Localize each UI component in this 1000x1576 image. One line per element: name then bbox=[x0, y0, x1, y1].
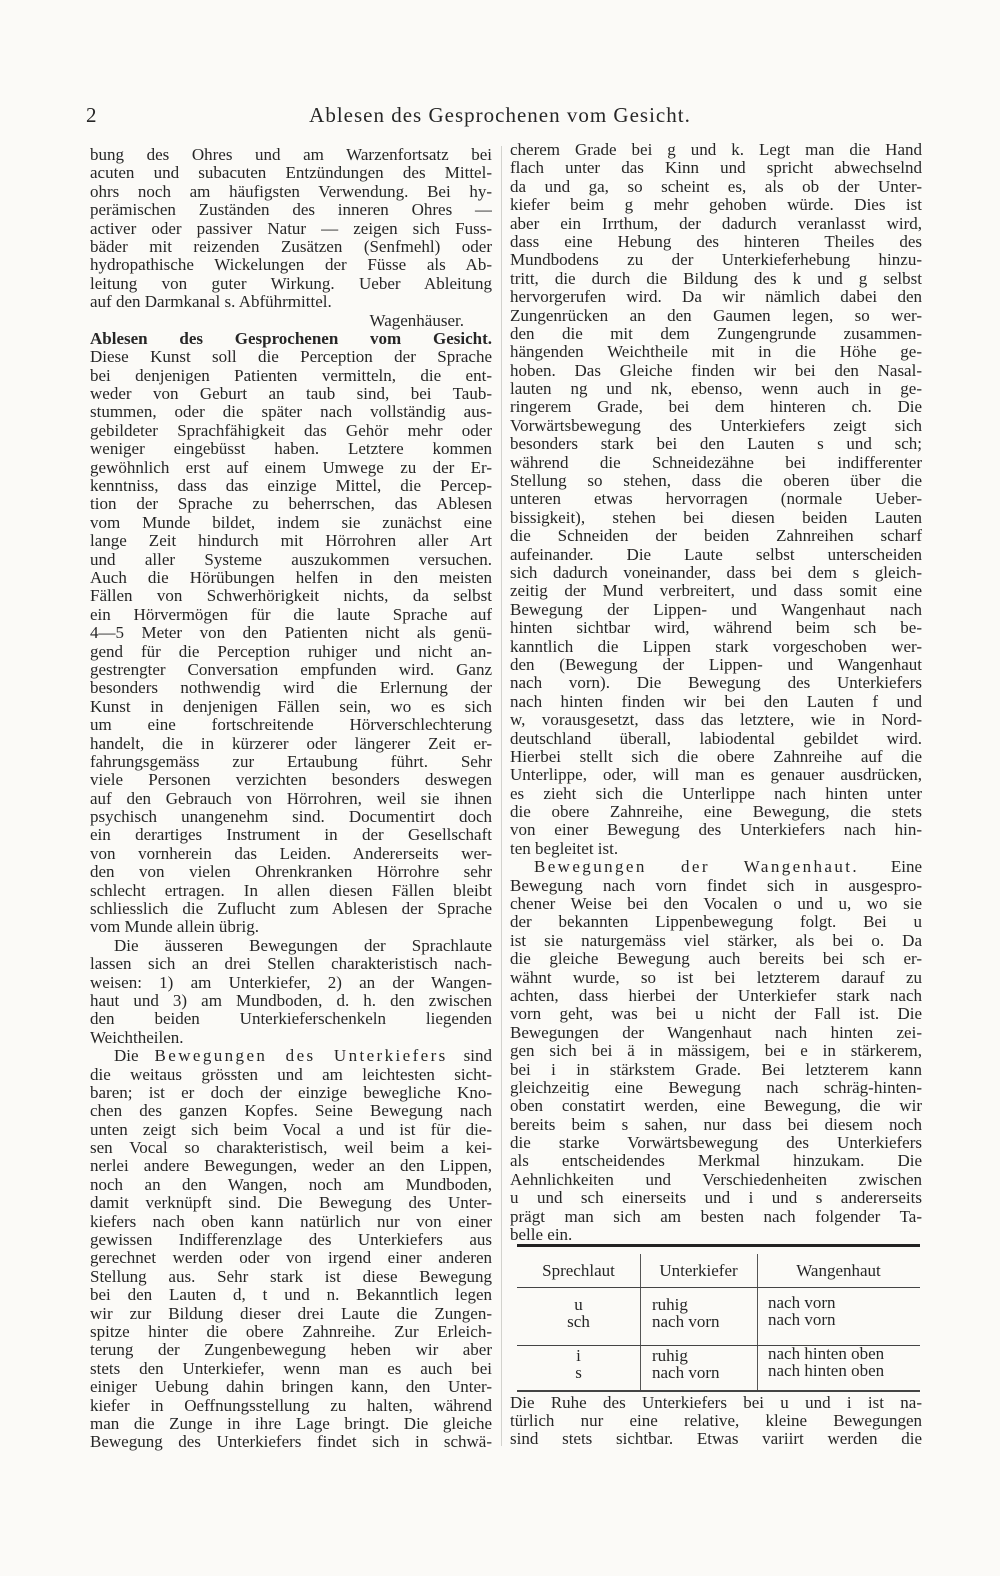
table-top-rule bbox=[517, 1244, 920, 1247]
text-line: Weichtheilen. bbox=[90, 1028, 184, 1047]
text-line: bei den Lauten d, t und n. Bekanntlich legen bbox=[90, 1286, 492, 1305]
page-number: 2 bbox=[86, 103, 97, 127]
text-line: ist sie naturgemäss viel stärker, als bei o. Da bbox=[510, 931, 922, 950]
text-line: ten begleitet ist. bbox=[510, 839, 619, 858]
text-line: dass eine Hebung des hinteren Theiles des bbox=[510, 232, 922, 251]
text-line: hinten sichtbar wird, während beim sch be- bbox=[510, 619, 922, 638]
text-line: einiger Uebung dahin bringen kann, den Unter- bbox=[90, 1378, 492, 1397]
text-line: türlich nur eine relative, kleine Bewegungen bbox=[510, 1412, 922, 1430]
text-line: Aehnlichkeiten und Verschiedenheiten zwischen bbox=[510, 1170, 922, 1189]
text-line: activer oder passiver Natur — zeigen sich Fuss- bbox=[90, 219, 492, 238]
text-line: bäder mit reizenden Zusätzen (Senfmehl) oder bbox=[90, 237, 492, 256]
text-line: die starke Vorwärtsbewegung des Unterkiefers bbox=[510, 1134, 922, 1153]
text-line: hervorgerufen wird. Da wir nämlich dabei den bbox=[510, 288, 922, 307]
text-line: kenntniss, dass das einzige Mittel, die Percep- bbox=[90, 477, 492, 496]
text-run: Eine bbox=[859, 858, 922, 877]
text-line: schlecht ertragen. In allen diesen Fällen bleibt bbox=[90, 881, 492, 900]
table-cell: nach vorn bbox=[652, 1312, 720, 1331]
text-line: nach vorn). Die Bewegung des Unterkiefers bbox=[510, 674, 922, 693]
text-line: bissigkeit), stehen bei diesen beiden Lauten bbox=[510, 508, 922, 527]
text-line: ringerem Grade, bei dem hinteren ch. Die bbox=[510, 398, 922, 417]
text-line: Die Ruhe des Unterkiefers bei u und i ist na- bbox=[510, 1394, 922, 1412]
text-line: kanntlich die Lippen stark vorgeschoben wer- bbox=[510, 637, 922, 656]
text-line: und aller Systeme auszukommen versuchen. bbox=[90, 550, 492, 569]
text-line: man die Zunge in ihre Lage bringt. Die gleiche bbox=[90, 1414, 492, 1433]
text-line: sen Vocal so charakteristisch, weil beim a kei- bbox=[90, 1139, 492, 1158]
text-line: zeitig der Mund verbreitert, und dass somit eine bbox=[510, 582, 922, 601]
text-line: Zungenrücken an den Gaumen legen, so wer- bbox=[510, 306, 922, 325]
text-line: kiefers nach oben kann natürlich nur von einer bbox=[90, 1212, 492, 1231]
table-cell: s bbox=[575, 1363, 582, 1382]
table-cell: sch bbox=[567, 1312, 590, 1331]
sound-movement-table bbox=[517, 1244, 920, 1392]
text-line: 4—5 Meter von den Patienten nicht als genü- bbox=[90, 624, 492, 643]
right-column bbox=[510, 141, 922, 1244]
text-line: besonders stark bei den Lauten s und sch; bbox=[510, 435, 922, 454]
text-line: viele Personen verzichten besonders deswegen bbox=[90, 771, 492, 790]
text-line: lassen sich an drei Stellen charakteristisch nach- bbox=[90, 955, 492, 974]
text-line: von einer Bewegung des Unterkiefers nach hin- bbox=[510, 821, 922, 840]
text-line: weisen: 1) am Unterkiefer, 2) an der Wangen- bbox=[90, 973, 492, 992]
text-line: cherem Grade bei g und k. Legt man die Hand bbox=[510, 141, 922, 159]
text-line: leitung von guter Wirkung. Ueber Ableitung bbox=[90, 274, 492, 293]
text-line: fahrungsgemäss zur Ertaubung führt. Sehr bbox=[90, 752, 492, 771]
text-line: aber ein Irrthum, der dadurch veranlasst wird, bbox=[510, 214, 922, 233]
text-line: unteren etwas hervorragen (normale Ueber- bbox=[510, 490, 922, 509]
text-line: während die Schneidezähne bei indifferenter bbox=[510, 453, 922, 472]
left-column bbox=[90, 146, 492, 1452]
text-line: chener Weise bei den Vocalen o und u, wo sie bbox=[510, 895, 922, 914]
text-line: Fällen von Schwerhörigkeit nichts, da selbst bbox=[90, 587, 492, 606]
text-line: weder von Geburt an taub sind, bei Taub- bbox=[90, 385, 492, 404]
text-line: den von vielen Ohrenkranken Hörrohre sehr bbox=[90, 863, 492, 882]
text-line: ein Hörvermögen für die laute Sprache auf bbox=[90, 605, 492, 624]
text-line: die Schneiden der beiden Zahnreihen scharf bbox=[510, 527, 922, 546]
table-cell: u bbox=[574, 1295, 583, 1314]
text-line: gerechnet werden oder von irgend einer anderen bbox=[90, 1249, 492, 1268]
text-line: unten zeigt sich beim Vocal a und ist für die- bbox=[90, 1120, 492, 1139]
text-line: Vorwärtsbewegung des Unterkiefers zeigt sich bbox=[510, 416, 922, 435]
table-header-cell: Unterkiefer bbox=[659, 1261, 738, 1280]
table-header-rule bbox=[517, 1287, 920, 1288]
text-line: Bewegung der Lippen- und Wangenhaut nach bbox=[510, 600, 922, 619]
text-line: w, vorausgesetzt, dass das letztere, wie in Nord- bbox=[510, 711, 922, 730]
text-line: bereits beim s sahen, nur dass bei diesem noch bbox=[510, 1115, 922, 1134]
text-line: tion der Sprache zu beherrschen, das Ablesen bbox=[90, 495, 492, 514]
text-line: vom Munde allein übrig. bbox=[90, 918, 260, 937]
text-line: gestrengter Conversation empfunden wird. Ganz bbox=[90, 660, 492, 679]
text-line: handelt, die in kürzerer oder längerer Zeit er- bbox=[90, 734, 492, 753]
text-line: lauten ng und nk, ebenso, wenn auch in ge- bbox=[510, 380, 922, 399]
text-line bbox=[510, 858, 922, 876]
table-cell: nach hinten oben bbox=[768, 1361, 885, 1380]
text-line: die obere Zahnreihe, eine Bewegung, die stets bbox=[510, 803, 922, 822]
text-line: kiefer in Oeffnungsstellung zu halten, während bbox=[90, 1396, 492, 1415]
text-run: sind bbox=[447, 1047, 492, 1066]
text-line: deutschland überall, labiodental gebildet wird. bbox=[510, 729, 922, 748]
text-line: sind stets sichtbar. Etwas variirt werden die bbox=[510, 1430, 922, 1448]
text-line: perämischen Zuständen des inneren Ohres — bbox=[90, 201, 492, 220]
text-line: wir zur Bildung dieser drei Laute die Zungen- bbox=[90, 1304, 492, 1323]
text-line: Diese Kunst soll die Perception der Sprache bbox=[90, 348, 492, 367]
text-line: Bewegungen der Wangenhaut nach hinten zei- bbox=[510, 1023, 922, 1042]
text-line: schliesslich die Zuflucht zum Ablesen der Sprache bbox=[90, 900, 492, 919]
column-rule bbox=[501, 146, 502, 1446]
table-cell: i bbox=[576, 1346, 581, 1365]
table-cell: ruhig bbox=[652, 1346, 688, 1365]
text-line: Die äusseren Bewegungen der Sprachlaute bbox=[114, 936, 492, 955]
text-line: auf den Gebrauch von Hörrohren, weil sie ihnen bbox=[90, 789, 492, 808]
text-line: flach unter das Kinn und spricht abwechselnd bbox=[510, 159, 922, 178]
text-line: chen des ganzen Kopfes. Seine Bewegung nach bbox=[90, 1102, 492, 1121]
text-line: um eine fortschreitende Hörverschlechterung bbox=[90, 716, 492, 735]
text-line: besonders nothwendig wird die Erlernung der bbox=[90, 679, 492, 698]
text-line: den beiden Unterkieferschenkeln liegenden bbox=[90, 1010, 492, 1029]
text-line: prägt man sich am besten nach folgender Ta- bbox=[510, 1207, 922, 1226]
text-line: Bewegung nach vorn findet sich in ausgespro- bbox=[510, 876, 922, 895]
text-line: acuten und subacuten Entzündungen des Mittel- bbox=[90, 164, 492, 183]
text-line: tritt, die durch die Bildung des k und g selbst bbox=[510, 269, 922, 288]
text-line bbox=[90, 1047, 492, 1065]
text-line: Mundbodens zu der Unterkieferhebung hinzu- bbox=[510, 251, 922, 270]
emphasized-text: Bewegungen der Wangenhaut. bbox=[534, 858, 860, 877]
text-line: hydropathische Wickelungen der Füsse als Ab- bbox=[90, 256, 492, 275]
text-line: den die mit dem Zungengrunde zusammen- bbox=[510, 324, 922, 343]
text-line: gewissen Indifferenzlage des Unterkiefers aus bbox=[90, 1231, 492, 1250]
text-line: bei denjenigen Patienten vermitteln, die ent- bbox=[90, 366, 492, 385]
text-line: spitze hinter die obere Zahnreihe. Zur Erleich- bbox=[90, 1323, 492, 1341]
table-cell: nach vorn bbox=[768, 1310, 836, 1329]
text-line: belle ein. bbox=[510, 1226, 573, 1245]
text-line: bei i in stärkstem Grade. Bei letzterem kann bbox=[510, 1060, 922, 1079]
text-line: oben constatirt werden, eine Bewegung, die wir bbox=[510, 1097, 922, 1116]
text-line: da und ga, so scheint es, als ob der Unter- bbox=[510, 177, 922, 196]
text-line: Unterlippe, oder, will man es genauer ausdrücken, bbox=[510, 766, 922, 785]
text-line: wähnt wurde, so ist bei letzterem darauf zu bbox=[510, 968, 922, 987]
text-line: gewöhnlich erst auf einem Umwege zu der Er- bbox=[90, 458, 492, 477]
text-run: Die bbox=[114, 1047, 155, 1066]
text-line: terung der Zungenbewegung heben wir aber bbox=[90, 1341, 492, 1360]
text-line: vom Munde bildet, indem sie zunächst eine bbox=[90, 513, 492, 532]
author-signature: Wagenhäuser. bbox=[369, 311, 464, 330]
text-line: Stellung aus. Sehr stark ist diese Bewegung bbox=[90, 1267, 492, 1286]
text-line: lange Zeit hindurch mit Hörrohren aller Art bbox=[90, 532, 492, 551]
text-line: Auch die Hörübungen helfen in den meisten bbox=[90, 568, 492, 587]
text-line: die gleiche Bewegung auch bereits bei sch er- bbox=[510, 950, 922, 969]
text-line: haut und 3) am Mundboden, d. h. den zwischen bbox=[90, 991, 492, 1010]
text-line: stummen, oder die später nach vollständig aus- bbox=[90, 403, 492, 422]
after-table-text bbox=[510, 1394, 922, 1448]
text-line: gend für die Perception ruhiger und nicht an- bbox=[90, 642, 492, 661]
text-line: Kunst in denjenigen Fällen sein, wo es sich bbox=[90, 697, 492, 716]
table-header-cell: Wangenhaut bbox=[796, 1261, 881, 1280]
text-line: u und sch einerseits und i und s andererseits bbox=[510, 1189, 922, 1208]
text-line: ein derartiges Instrument in der Gesellschaft bbox=[90, 826, 492, 845]
text-line: als entscheidendes Merkmal hinzukam. Die bbox=[510, 1152, 922, 1171]
table-header-cell: Sprechlaut bbox=[542, 1261, 615, 1280]
text-line: es zieht sich die Unterlippe nach hinten unter bbox=[510, 784, 922, 803]
text-line: psychisch unangenehm sind. Documentirt doch bbox=[90, 808, 492, 827]
table-cell: ruhig bbox=[652, 1295, 688, 1314]
text-line: bung des Ohres und am Warzenfortsatz bei bbox=[90, 146, 492, 164]
text-line: achten, dass hierbei der Unterkiefer stark nach bbox=[510, 986, 922, 1005]
table-bottom-rule bbox=[517, 1390, 920, 1392]
text-line: nach hinten finden wir bei den Lauten f und bbox=[510, 692, 922, 711]
text-line: die weitaus grössten und am leichtesten sicht- bbox=[90, 1065, 492, 1084]
emphasized-text: Bewegungen des Unterkiefers bbox=[154, 1047, 448, 1066]
text-line: ohrs noch am häufigsten Verwendung. Bei hy- bbox=[90, 182, 492, 201]
text-line: stets den Unterkiefer, wenn man es auch bei bbox=[90, 1359, 492, 1378]
text-line: hängenden Weichtheile mit in die Höhe ge- bbox=[510, 343, 922, 362]
text-line: der bekannten Lippenbewegung folgt. Bei u bbox=[510, 913, 922, 932]
text-line: den (Bewegung der Lippen- und Wangenhaut bbox=[510, 655, 922, 674]
text-line: gebildeter Sprachfähigkeit das Gehör mehr oder bbox=[90, 421, 492, 440]
text-line: weniger eingebüsst haben. Letztere kommen bbox=[90, 440, 492, 459]
text-line: gen sich bei ä in mässigem, bei e in stärkerem, bbox=[510, 1042, 922, 1061]
text-line: aufeinander. Die Laute selbst unterscheiden bbox=[510, 545, 922, 564]
article-heading: Ablesen des Gesprochenen vom Gesicht. bbox=[90, 329, 492, 348]
text-line: vorn geht, was bei u nicht der Fall ist. Die bbox=[510, 1005, 922, 1024]
running-head: Ablesen des Gesprochenen vom Gesicht. bbox=[309, 103, 691, 127]
text-line: auf den Darmkanal s. Abführmittel. bbox=[90, 293, 332, 312]
table-cell: nach vorn bbox=[768, 1293, 836, 1312]
text-line: hoben. Das Gleiche finden wir bei den Nasal- bbox=[510, 361, 922, 380]
text-line: von vornherein das Leiden. Andererseits wer- bbox=[90, 844, 492, 863]
text-line: damit verknüpft sind. Die Bewegung des Unter- bbox=[90, 1194, 492, 1213]
text-line: Hierbei stellt sich die obere Zahnreihe auf die bbox=[510, 747, 922, 766]
table-cell: nach hinten oben bbox=[768, 1344, 885, 1363]
text-line: nerlei andere Bewegungen, weder an den Lippen, bbox=[90, 1157, 492, 1176]
text-line: Bewegung des Unterkiefers findet sich in schwä- bbox=[90, 1433, 492, 1452]
table-cell: nach vorn bbox=[652, 1363, 720, 1382]
text-line: kiefer beim g mehr gehoben würde. Dies ist bbox=[510, 196, 922, 215]
text-line: gleichzeitig eine Bewegung nach schräg-hinten- bbox=[510, 1078, 922, 1097]
text-line: noch an den Wangen, noch am Mundboden, bbox=[90, 1175, 492, 1194]
text-line: sich dadurch voneinander, dass bei dem s gleich- bbox=[510, 563, 922, 582]
text-line: baren; ist er doch der einzige bewegliche Kno- bbox=[90, 1083, 492, 1102]
text-line: Stellung so stehen, dass die oberen über die bbox=[510, 472, 922, 491]
